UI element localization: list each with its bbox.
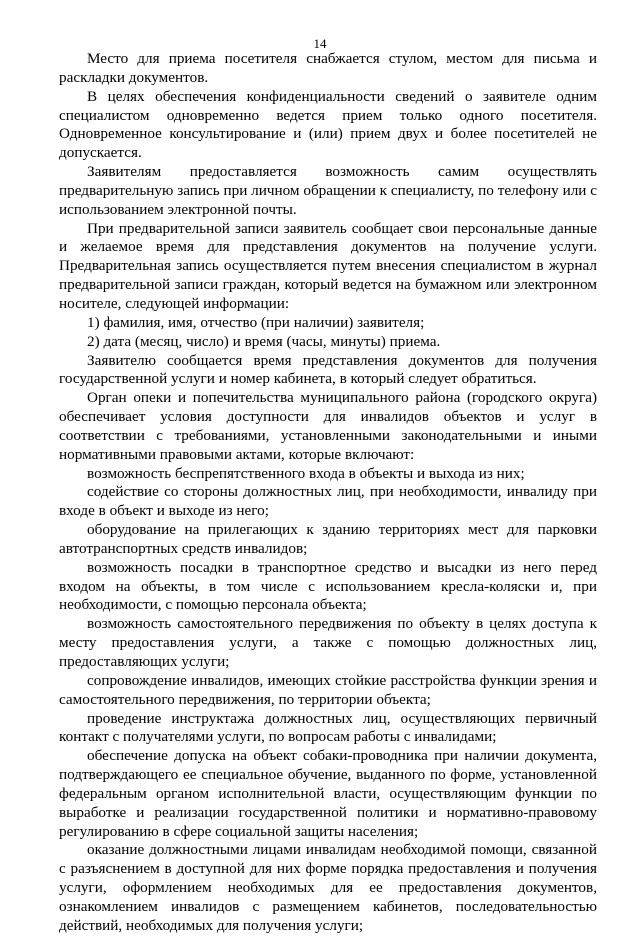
- paragraph-entry-access: возможность беспрепятственного входа в объекты и выхода из них;: [87, 464, 525, 482]
- paragraph-accessibility-conditions: Орган опеки и попечительства муниципального района (городского округа) обеспечивает условия доступности для инвалидов объектов и услуг в соответствии с требованиями, установленными законодательными и иными нормативными правовыми актами, которые включают:: [59, 389, 597, 463]
- paragraph-escort: сопровождение инвалидов, имеющих стойкие расстройства функции зрения и самостоятельного передвижения, по территории объекта;: [59, 671, 597, 708]
- paragraph-transport-boarding: возможность посадки в транспортное средство и высадки из него перед входом на объекты, в том числе с использованием кресла-коляски и, при необходимости, с помощью персонала объекта;: [59, 558, 597, 614]
- page-number: 14: [313, 36, 327, 51]
- paragraph-staff-assistance: содействие со стороны должностных лиц, при необходимости, инвалиду при входе в объект и выходе из него;: [59, 483, 597, 520]
- paragraph-appointment-info: Заявителю сообщается время представления документов для получения государственной услуги и номер кабинета, в который следует обратиться.: [59, 351, 597, 388]
- paragraph-guide-dog: обеспечение допуска на объект собаки-проводника при наличии документа, подтверждающего ее специальное обучение, выданного по форме, установленной федеральным органом исполнительной власти, осуществляющим функции по выработке и реализации государственной политики и нормативно-правовому регулированию в сфере социальной защиты населения;: [59, 747, 597, 840]
- paragraph-parking: оборудование на прилегающих к зданию территориях мест для парковки автотранспортных средств инвалидов;: [59, 521, 597, 557]
- document-body: [59, 50, 597, 936]
- list-item-date-time: 2) дата (месяц, число) и время (часы, минуты) приема.: [87, 332, 441, 350]
- list-item-full-name: 1) фамилия, имя, отчество (при наличии) заявителя;: [87, 313, 425, 331]
- paragraph-staff-briefing: проведение инструктажа должностных лиц, осуществляющих первичный контакт с получателями услуги, по вопросам работы с инвалидами;: [59, 709, 597, 746]
- paragraph-confidentiality: В целях обеспечения конфиденциальности сведений о заявителе одним специалистом одновременно ведется прием только одного посетителя. Одновременное консультирование и (или) прием двух и более посетителей не допускается.: [59, 87, 597, 162]
- paragraph-independent-movement: возможность самостоятельного передвижения по объекту в целях доступа к месту предоставления услуги, а также с помощью должностных лиц, предоставляющих услуги;: [59, 615, 597, 670]
- paragraph-staff-help: оказание должностными лицами инвалидам необходимой помощи, связанной с разъяснением в доступной для них форме порядка предоставления и получения услуги, оформлением необходимых для ее предоставления документов, ознакомлением инвалидов с размещением кабинетов, последовательностью действий, необходимых для получения услуги;: [59, 841, 597, 934]
- paragraph-workplace-furniture: Место для приема посетителя снабжается стулом, местом для письма и раскладки документов.: [59, 50, 597, 86]
- paragraph-preregistration-procedure: При предварительной записи заявитель сообщает свои персональные данные и желаемое время для представления документов на получение услуги. Предварительная запись осуществляется путем внесения специалистом в журнал предварительной записи граждан, который ведется на бумажном или электронном носителе, следующей информации:: [59, 219, 597, 312]
- paragraph-preregistration-right: Заявителям предоставляется возможность самим осуществлять предварительную запись при личном обращении к специалисту, по телефону или с использованием электронной почты.: [59, 163, 597, 218]
